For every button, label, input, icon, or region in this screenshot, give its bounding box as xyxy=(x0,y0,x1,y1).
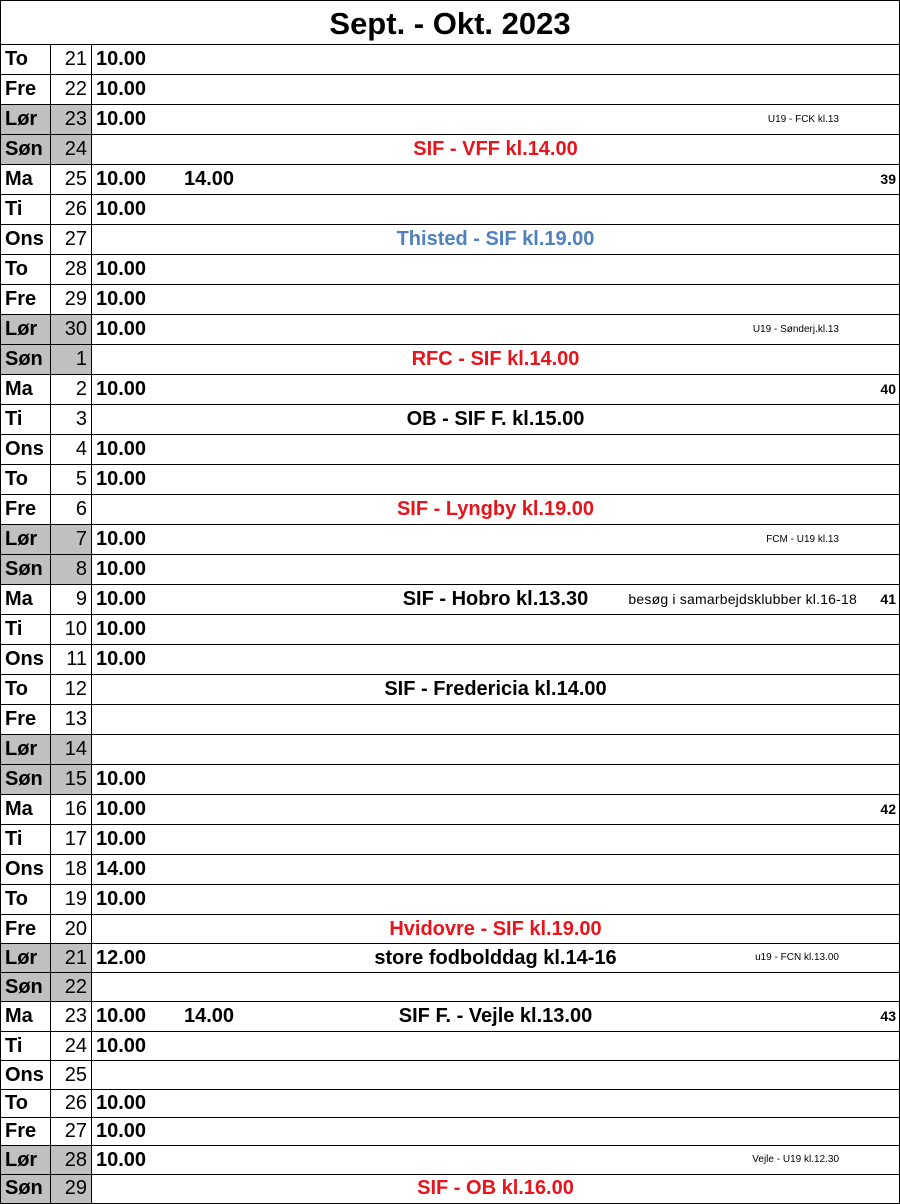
time-cell: 12.00 xyxy=(96,947,147,969)
date-cell: 17 xyxy=(51,825,92,854)
weekday-cell: Lør xyxy=(1,735,51,764)
weekday-cell: Ons xyxy=(1,645,51,674)
week-number: 40 xyxy=(880,381,896,397)
weekday-cell: Ma xyxy=(1,1002,51,1031)
weekday-cell: To xyxy=(1,1090,51,1117)
table-row xyxy=(1,825,899,855)
table-row xyxy=(1,1146,899,1175)
time-cell: 10.00 xyxy=(96,288,147,310)
date-cell: 7 xyxy=(51,525,92,554)
date-cell: 29 xyxy=(51,1175,92,1203)
table-row xyxy=(1,885,899,915)
table-row xyxy=(1,585,899,615)
date-cell: 21 xyxy=(51,45,92,74)
date-cell: 15 xyxy=(51,765,92,794)
table-row xyxy=(1,495,899,525)
time-cell: 10.00 xyxy=(96,1149,147,1171)
event-text: Hvidovre - SIF kl.19.00 xyxy=(389,918,602,940)
weekday-cell: Søn xyxy=(1,135,51,164)
time-cell: 10.00 xyxy=(96,618,147,640)
time-cell: 10.00 xyxy=(96,888,147,910)
table-row xyxy=(1,405,899,435)
date-cell: 12 xyxy=(51,675,92,704)
date-cell: 26 xyxy=(51,1090,92,1117)
week-number: 41 xyxy=(880,591,896,607)
table-row xyxy=(1,675,899,705)
table-row xyxy=(1,915,899,944)
table-row xyxy=(1,795,899,825)
table-row xyxy=(1,465,899,495)
event-text: SIF - Hobro kl.13.30 xyxy=(402,588,589,610)
time-cell: 10.00 xyxy=(96,528,147,550)
table-row xyxy=(1,105,899,135)
weekday-cell: Fre xyxy=(1,495,51,524)
weekday-cell: Ons xyxy=(1,435,51,464)
event-text: RFC - SIF kl.14.00 xyxy=(411,348,580,370)
note-text: besøg i samarbejdsklubber kl.16-18 xyxy=(628,591,857,607)
weekday-cell: Ti xyxy=(1,405,51,434)
weekday-cell: Ma xyxy=(1,585,51,614)
weekday-cell: Ti xyxy=(1,825,51,854)
time-cell: 10.00 xyxy=(96,588,147,610)
event-text: SIF - OB kl.16.00 xyxy=(417,1177,574,1199)
weekday-cell: Ti xyxy=(1,615,51,644)
weekday-cell: Lør xyxy=(1,1146,51,1174)
table-row xyxy=(1,165,899,195)
table-row xyxy=(1,525,899,555)
date-cell: 19 xyxy=(51,885,92,914)
table-row xyxy=(1,705,899,735)
time-cell-2: 14.00 xyxy=(184,168,235,190)
weekday-cell: Ma xyxy=(1,795,51,824)
time-cell: 10.00 xyxy=(96,648,147,670)
table-row xyxy=(1,645,899,675)
weekday-cell: Fre xyxy=(1,915,51,943)
time-cell: 10.00 xyxy=(96,378,147,400)
table-row xyxy=(1,195,899,225)
page-title: Sept. - Okt. 2023 xyxy=(1,1,899,45)
time-cell: 10.00 xyxy=(96,798,147,820)
weekday-cell: Ti xyxy=(1,1032,51,1060)
date-cell: 29 xyxy=(51,285,92,314)
weekday-cell: Ons xyxy=(1,1061,51,1089)
weekday-cell: Ma xyxy=(1,165,51,194)
weekday-cell: To xyxy=(1,255,51,284)
weekday-cell: Lør xyxy=(1,525,51,554)
table-row xyxy=(1,1032,899,1061)
weekday-cell: To xyxy=(1,675,51,704)
date-cell: 11 xyxy=(51,645,92,674)
time-cell: 10.00 xyxy=(96,1120,147,1142)
note-text: Vejle - U19 kl.12.30 xyxy=(752,1154,839,1165)
time-cell: 14.00 xyxy=(96,858,147,880)
time-cell: 10.00 xyxy=(96,1005,147,1027)
time-cell: 10.00 xyxy=(96,78,147,100)
event-text: SIF - Fredericia kl.14.00 xyxy=(384,678,607,700)
table-row xyxy=(1,315,899,345)
weekday-cell: Fre xyxy=(1,75,51,104)
date-cell: 14 xyxy=(51,735,92,764)
table-row xyxy=(1,1175,899,1203)
date-cell: 22 xyxy=(51,973,92,1001)
note-text: u19 - FCN kl.13.00 xyxy=(755,952,839,963)
date-cell: 21 xyxy=(51,944,92,972)
table-row xyxy=(1,855,899,885)
time-cell: 10.00 xyxy=(96,48,147,70)
weekday-cell: Ma xyxy=(1,375,51,404)
date-cell: 24 xyxy=(51,1032,92,1060)
time-cell: 10.00 xyxy=(96,1092,147,1114)
event-text: SIF - Lyngby kl.19.00 xyxy=(396,498,595,520)
time-cell: 10.00 xyxy=(96,468,147,490)
date-cell: 30 xyxy=(51,315,92,344)
event-text: store fodbolddag kl.14-16 xyxy=(374,947,617,969)
date-cell: 8 xyxy=(51,555,92,584)
table-row xyxy=(1,255,899,285)
weekday-cell: Lør xyxy=(1,315,51,344)
table-row xyxy=(1,765,899,795)
date-cell: 13 xyxy=(51,705,92,734)
time-cell: 10.00 xyxy=(96,1035,147,1057)
weekday-cell: Søn xyxy=(1,765,51,794)
time-cell: 10.00 xyxy=(96,438,147,460)
date-cell: 4 xyxy=(51,435,92,464)
time-cell: 10.00 xyxy=(96,828,147,850)
date-cell: 28 xyxy=(51,1146,92,1174)
note-text: FCM - U19 kl.13 xyxy=(766,534,839,545)
table-row xyxy=(1,225,899,255)
date-cell: 10 xyxy=(51,615,92,644)
date-cell: 25 xyxy=(51,165,92,194)
time-cell: 10.00 xyxy=(96,318,147,340)
weekday-cell: Ons xyxy=(1,225,51,254)
time-cell: 10.00 xyxy=(96,258,147,280)
date-cell: 3 xyxy=(51,405,92,434)
table-row xyxy=(1,1118,899,1146)
table-row xyxy=(1,1090,899,1118)
date-cell: 26 xyxy=(51,195,92,224)
weekday-cell: To xyxy=(1,45,51,74)
weekday-cell: Søn xyxy=(1,345,51,374)
date-cell: 23 xyxy=(51,1002,92,1031)
date-cell: 6 xyxy=(51,495,92,524)
date-cell: 25 xyxy=(51,1061,92,1089)
weekday-cell: Fre xyxy=(1,285,51,314)
weekday-cell: Lør xyxy=(1,944,51,972)
date-cell: 27 xyxy=(51,225,92,254)
weekday-cell: Søn xyxy=(1,1175,51,1203)
table-row xyxy=(1,45,899,75)
weekday-cell: Søn xyxy=(1,555,51,584)
weekday-cell: Ons xyxy=(1,855,51,884)
time-cell: 10.00 xyxy=(96,768,147,790)
date-cell: 5 xyxy=(51,465,92,494)
date-cell: 16 xyxy=(51,795,92,824)
table-row xyxy=(1,1002,899,1032)
table-row xyxy=(1,345,899,375)
time-cell: 10.00 xyxy=(96,558,147,580)
weekday-cell: Fre xyxy=(1,705,51,734)
table-row xyxy=(1,944,899,973)
weekday-cell: Fre xyxy=(1,1118,51,1145)
table-row xyxy=(1,555,899,585)
table-row xyxy=(1,135,899,165)
time-cell: 10.00 xyxy=(96,198,147,220)
week-number: 42 xyxy=(880,801,896,817)
note-text: U19 - Sønderj.kl.13 xyxy=(752,324,839,335)
table-row xyxy=(1,735,899,765)
event-text: SIF - VFF kl.14.00 xyxy=(413,138,578,160)
table-row xyxy=(1,75,899,105)
event-text: Thisted - SIF kl.19.00 xyxy=(396,228,595,250)
time-cell-2: 14.00 xyxy=(184,1005,235,1027)
event-text: SIF F. - Vejle kl.13.00 xyxy=(398,1005,593,1027)
date-cell: 9 xyxy=(51,585,92,614)
date-cell: 28 xyxy=(51,255,92,284)
weekday-cell: Søn xyxy=(1,973,51,1001)
weekday-cell: To xyxy=(1,885,51,914)
week-number: 43 xyxy=(880,1008,896,1024)
time-cell: 10.00 xyxy=(96,168,147,190)
date-cell: 18 xyxy=(51,855,92,884)
week-number: 39 xyxy=(880,171,896,187)
date-cell: 27 xyxy=(51,1118,92,1145)
table-row xyxy=(1,1061,899,1090)
date-cell: 1 xyxy=(51,345,92,374)
table-row xyxy=(1,375,899,405)
date-cell: 23 xyxy=(51,105,92,134)
date-cell: 22 xyxy=(51,75,92,104)
weekday-cell: Lør xyxy=(1,105,51,134)
table-row xyxy=(1,973,899,1002)
table-row xyxy=(1,285,899,315)
date-cell: 24 xyxy=(51,135,92,164)
table-row xyxy=(1,615,899,645)
weekday-cell: Ti xyxy=(1,195,51,224)
table-row xyxy=(1,435,899,465)
date-cell: 2 xyxy=(51,375,92,404)
weekday-cell: To xyxy=(1,465,51,494)
note-text: U19 - FCK kl.13 xyxy=(767,114,839,125)
time-cell: 10.00 xyxy=(96,108,147,130)
date-cell: 20 xyxy=(51,915,92,943)
event-text: OB - SIF F. kl.15.00 xyxy=(406,408,585,430)
